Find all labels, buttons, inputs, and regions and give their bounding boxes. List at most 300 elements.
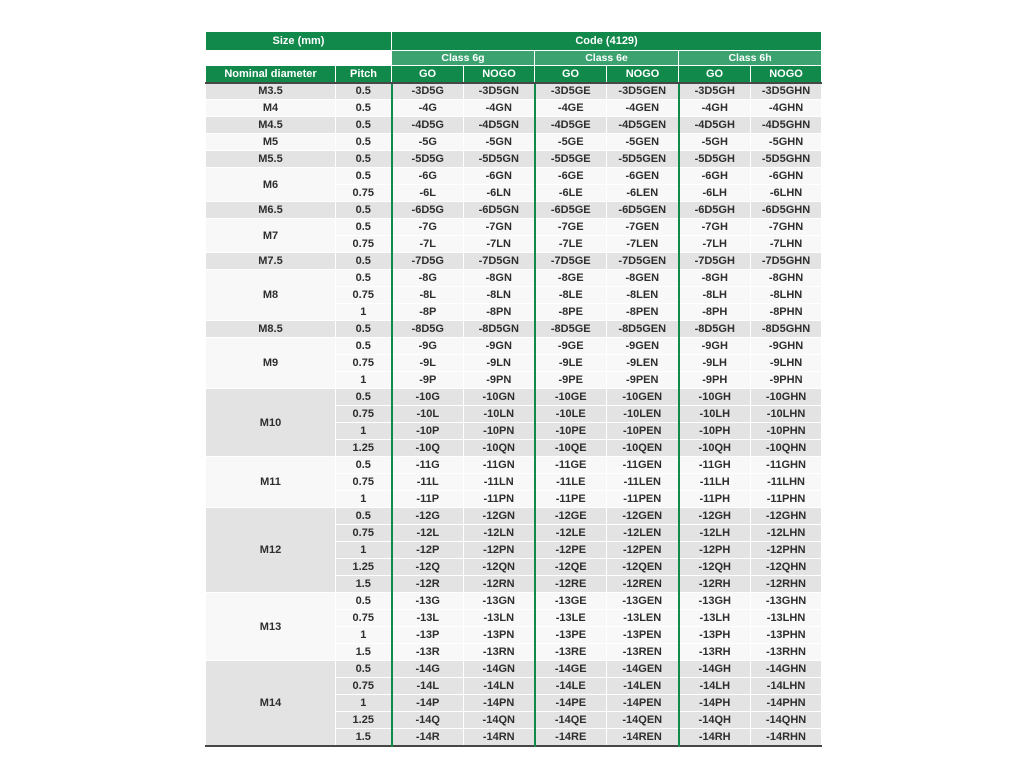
- table-header: [206, 32, 822, 83]
- pitch-cell: 0.75: [336, 406, 392, 423]
- code-cell: -13REN: [607, 644, 679, 661]
- class-header-row: [206, 51, 822, 66]
- code-cell: -10GE: [535, 389, 607, 406]
- code-cell: -10QE: [535, 440, 607, 457]
- code-cell: -13PEN: [607, 627, 679, 644]
- pitch-cell: 1: [336, 695, 392, 712]
- code-cell: -10PEN: [607, 423, 679, 440]
- code-cell: -12QHN: [751, 559, 822, 576]
- code-cell: -5GHN: [751, 134, 822, 151]
- code-cell: -7D5G: [392, 253, 464, 270]
- code-cell: -8D5GE: [535, 321, 607, 338]
- pitch-cell: 0.5: [336, 83, 392, 100]
- code-cell: -14GHN: [751, 661, 822, 678]
- table-row: [206, 593, 822, 610]
- code-cell: -14Q: [392, 712, 464, 729]
- code-cell: -11PEN: [607, 491, 679, 508]
- code-cell: -5G: [392, 134, 464, 151]
- code-cell: -14L: [392, 678, 464, 695]
- pitch-cell: 0.75: [336, 610, 392, 627]
- code-cell: -12RHN: [751, 576, 822, 593]
- code-cell: -5D5GE: [535, 151, 607, 168]
- size-group-header: Size (mm): [206, 32, 392, 51]
- code-cell: -12GH: [679, 508, 751, 525]
- code-cell: -9PN: [464, 372, 535, 389]
- column-header-row: [206, 66, 822, 83]
- pitch-cell: 1: [336, 423, 392, 440]
- code-cell: -13GHN: [751, 593, 822, 610]
- code-cell: -8LH: [679, 287, 751, 304]
- code-cell: -14LE: [535, 678, 607, 695]
- code-cell: -7GH: [679, 219, 751, 236]
- code-cell: -4D5GH: [679, 117, 751, 134]
- code-cell: -7D5GEN: [607, 253, 679, 270]
- code-cell: -14LN: [464, 678, 535, 695]
- code-cell: -8GH: [679, 270, 751, 287]
- diameter-cell: M8.5: [206, 321, 336, 338]
- code-cell: -6D5GEN: [607, 202, 679, 219]
- pitch-cell: 0.5: [336, 270, 392, 287]
- code-cell: -11PN: [464, 491, 535, 508]
- code-cell: -10QHN: [751, 440, 822, 457]
- class-6e-header: Class 6e: [535, 51, 679, 66]
- code-cell: -6LN: [464, 185, 535, 202]
- code-cell: -14GH: [679, 661, 751, 678]
- code-cell: -4D5GEN: [607, 117, 679, 134]
- code-cell: -4GN: [464, 100, 535, 117]
- go-header-6e: GO: [535, 66, 607, 83]
- code-cell: -12GN: [464, 508, 535, 525]
- code-cell: -12RE: [535, 576, 607, 593]
- table-row: [206, 134, 822, 151]
- code-cell: -10GEN: [607, 389, 679, 406]
- code-cell: -8D5GEN: [607, 321, 679, 338]
- code-cell: -14PN: [464, 695, 535, 712]
- code-cell: -8P: [392, 304, 464, 321]
- diameter-cell: M5.5: [206, 151, 336, 168]
- code-cell: -7GE: [535, 219, 607, 236]
- diameter-cell: M12: [206, 508, 336, 593]
- pitch-cell: 0.75: [336, 525, 392, 542]
- code-cell: -9PE: [535, 372, 607, 389]
- code-cell: -14REN: [607, 729, 679, 746]
- nogo-header-6g: NOGO: [464, 66, 535, 83]
- class-6h-header: Class 6h: [679, 51, 822, 66]
- class-6g-header: Class 6g: [392, 51, 535, 66]
- code-cell: -12R: [392, 576, 464, 593]
- code-cell: -4G: [392, 100, 464, 117]
- code-cell: -13PH: [679, 627, 751, 644]
- code-cell: -14RN: [464, 729, 535, 746]
- code-cell: -8L: [392, 287, 464, 304]
- code-cell: -10LEN: [607, 406, 679, 423]
- diameter-cell: M11: [206, 457, 336, 508]
- code-cell: -8PH: [679, 304, 751, 321]
- code-cell: -13PHN: [751, 627, 822, 644]
- code-cell: -10QN: [464, 440, 535, 457]
- code-cell: -9LHN: [751, 355, 822, 372]
- code-cell: -5D5GHN: [751, 151, 822, 168]
- code-cell: -5GE: [535, 134, 607, 151]
- code-cell: -10LE: [535, 406, 607, 423]
- code-cell: -8PN: [464, 304, 535, 321]
- code-cell: -8GHN: [751, 270, 822, 287]
- code-cell: -9P: [392, 372, 464, 389]
- code-cell: -9LE: [535, 355, 607, 372]
- pitch-cell: 1: [336, 304, 392, 321]
- code-cell: -12PN: [464, 542, 535, 559]
- code-cell: -12GHN: [751, 508, 822, 525]
- code-cell: -12LEN: [607, 525, 679, 542]
- table-row: [206, 168, 822, 185]
- pitch-cell: 0.5: [336, 117, 392, 134]
- code-cell: -8LN: [464, 287, 535, 304]
- code-cell: -12P: [392, 542, 464, 559]
- code-cell: -10PN: [464, 423, 535, 440]
- code-cell: -10L: [392, 406, 464, 423]
- code-cell: -7D5GHN: [751, 253, 822, 270]
- code-cell: -7LEN: [607, 236, 679, 253]
- table-row: [206, 661, 822, 678]
- code-cell: -6GEN: [607, 168, 679, 185]
- table-row: [206, 338, 822, 355]
- code-cell: -14QE: [535, 712, 607, 729]
- code-cell: -9GN: [464, 338, 535, 355]
- code-cell: -3D5GEN: [607, 83, 679, 100]
- pitch-cell: 0.5: [336, 389, 392, 406]
- code-cell: -6D5GH: [679, 202, 751, 219]
- code-cell: -9PEN: [607, 372, 679, 389]
- code-cell: -14PEN: [607, 695, 679, 712]
- nogo-header-6e: NOGO: [607, 66, 679, 83]
- nominal-diameter-header: Nominal diameter: [206, 66, 336, 83]
- code-cell: -10LH: [679, 406, 751, 423]
- code-cell: -14LEN: [607, 678, 679, 695]
- code-cell: -4GEN: [607, 100, 679, 117]
- go-header-6h: GO: [679, 66, 751, 83]
- code-cell: -12LHN: [751, 525, 822, 542]
- pitch-cell: 0.5: [336, 134, 392, 151]
- diameter-cell: M7: [206, 219, 336, 253]
- code-cell: -14QEN: [607, 712, 679, 729]
- pitch-cell: 1: [336, 542, 392, 559]
- diameter-cell: M13: [206, 593, 336, 661]
- table-row: [206, 151, 822, 168]
- code-cell: -9L: [392, 355, 464, 372]
- table-row: [206, 457, 822, 474]
- pitch-cell: 0.75: [336, 678, 392, 695]
- code-cell: -6G: [392, 168, 464, 185]
- code-cell: -13GE: [535, 593, 607, 610]
- code-cell: -10PH: [679, 423, 751, 440]
- code-cell: -11LEN: [607, 474, 679, 491]
- table-row: [206, 321, 822, 338]
- code-cell: -8GEN: [607, 270, 679, 287]
- code-cell: -10PHN: [751, 423, 822, 440]
- code-cell: -14RE: [535, 729, 607, 746]
- code-cell: -8PEN: [607, 304, 679, 321]
- code-cell: -7GN: [464, 219, 535, 236]
- code-cell: -8D5GHN: [751, 321, 822, 338]
- code-cell: -5D5GEN: [607, 151, 679, 168]
- code-cell: -12PE: [535, 542, 607, 559]
- code-cell: -10PE: [535, 423, 607, 440]
- pitch-cell: 0.5: [336, 338, 392, 355]
- code-cell: -11GH: [679, 457, 751, 474]
- group-header-row: [206, 32, 822, 51]
- code-cell: -9LN: [464, 355, 535, 372]
- code-cell: -11GHN: [751, 457, 822, 474]
- pitch-cell: 0.5: [336, 457, 392, 474]
- code-cell: -12RN: [464, 576, 535, 593]
- code-cell: -14GE: [535, 661, 607, 678]
- code-cell: -14LHN: [751, 678, 822, 695]
- code-cell: -13RHN: [751, 644, 822, 661]
- code-cell: -9GE: [535, 338, 607, 355]
- code-cell: -14RH: [679, 729, 751, 746]
- code-cell: -3D5GE: [535, 83, 607, 100]
- code-cell: -7GHN: [751, 219, 822, 236]
- code-cell: -4D5GE: [535, 117, 607, 134]
- code-cell: -9G: [392, 338, 464, 355]
- diameter-cell: M8: [206, 270, 336, 321]
- code-cell: -6GH: [679, 168, 751, 185]
- code-cell: -13LEN: [607, 610, 679, 627]
- code-cell: -8LE: [535, 287, 607, 304]
- code-group-header: Code (4129): [392, 32, 822, 51]
- code-cell: -6LHN: [751, 185, 822, 202]
- code-cell: -13RH: [679, 644, 751, 661]
- code-cell: -13L: [392, 610, 464, 627]
- table-row: [206, 508, 822, 525]
- table-row: [206, 117, 822, 134]
- code-cell: -10GHN: [751, 389, 822, 406]
- code-cell: -3D5GN: [464, 83, 535, 100]
- code-cell: -14QHN: [751, 712, 822, 729]
- pitch-cell: 1.5: [336, 644, 392, 661]
- code-cell: -6GN: [464, 168, 535, 185]
- diameter-cell: M4.5: [206, 117, 336, 134]
- code-cell: -7D5GH: [679, 253, 751, 270]
- table-row: [206, 202, 822, 219]
- pitch-cell: 1.25: [336, 712, 392, 729]
- code-cell: -10GN: [464, 389, 535, 406]
- code-cell: -13R: [392, 644, 464, 661]
- code-cell: -14PH: [679, 695, 751, 712]
- code-cell: -6LH: [679, 185, 751, 202]
- pitch-cell: 0.75: [336, 287, 392, 304]
- code-cell: -12QH: [679, 559, 751, 576]
- pitch-header: Pitch: [336, 66, 392, 83]
- code-cell: -10QH: [679, 440, 751, 457]
- code-cell: -7LN: [464, 236, 535, 253]
- code-cell: -14PHN: [751, 695, 822, 712]
- code-cell: -13P: [392, 627, 464, 644]
- code-cell: -11PE: [535, 491, 607, 508]
- code-cell: -12LH: [679, 525, 751, 542]
- code-cell: -13LN: [464, 610, 535, 627]
- code-cell: -12LN: [464, 525, 535, 542]
- pitch-cell: 0.5: [336, 100, 392, 117]
- code-cell: -13LHN: [751, 610, 822, 627]
- code-cell: -6D5G: [392, 202, 464, 219]
- code-cell: -13GH: [679, 593, 751, 610]
- diameter-cell: M3.5: [206, 83, 336, 100]
- pitch-cell: 0.75: [336, 185, 392, 202]
- code-cell: -4GE: [535, 100, 607, 117]
- table-row: [206, 270, 822, 287]
- code-cell: -4GHN: [751, 100, 822, 117]
- code-cell: -8D5G: [392, 321, 464, 338]
- code-cell: -14QN: [464, 712, 535, 729]
- code-cell: -6GE: [535, 168, 607, 185]
- diameter-cell: M6: [206, 168, 336, 202]
- code-cell: -9GH: [679, 338, 751, 355]
- pitch-cell: 0.5: [336, 661, 392, 678]
- code-cell: -10Q: [392, 440, 464, 457]
- code-cell: -14PE: [535, 695, 607, 712]
- pitch-cell: 1: [336, 491, 392, 508]
- code-cell: -11PH: [679, 491, 751, 508]
- diameter-cell: M9: [206, 338, 336, 389]
- code-cell: -14RHN: [751, 729, 822, 746]
- pitch-cell: 0.75: [336, 474, 392, 491]
- code-cell: -11GN: [464, 457, 535, 474]
- code-cell: -7GEN: [607, 219, 679, 236]
- code-cell: -11LE: [535, 474, 607, 491]
- pitch-cell: 0.75: [336, 355, 392, 372]
- diameter-cell: M7.5: [206, 253, 336, 270]
- diameter-cell: M14: [206, 661, 336, 746]
- code-cell: -5GN: [464, 134, 535, 151]
- code-cell: -14GEN: [607, 661, 679, 678]
- pitch-cell: 0.5: [336, 219, 392, 236]
- code-cell: -14R: [392, 729, 464, 746]
- code-cell: -4D5G: [392, 117, 464, 134]
- table-row: [206, 83, 822, 100]
- code-cell: -8GN: [464, 270, 535, 287]
- pitch-cell: 1.5: [336, 729, 392, 746]
- code-cell: -7LE: [535, 236, 607, 253]
- code-cell: -8LHN: [751, 287, 822, 304]
- pitch-cell: 1: [336, 372, 392, 389]
- code-cell: -8LEN: [607, 287, 679, 304]
- pitch-cell: 1.25: [336, 559, 392, 576]
- code-cell: -3D5G: [392, 83, 464, 100]
- table-row: [206, 389, 822, 406]
- code-cell: -12GE: [535, 508, 607, 525]
- code-cell: -4GH: [679, 100, 751, 117]
- code-cell: -12GEN: [607, 508, 679, 525]
- code-cell: -6L: [392, 185, 464, 202]
- code-cell: -7G: [392, 219, 464, 236]
- go-header-6g: GO: [392, 66, 464, 83]
- code-cell: -11PHN: [751, 491, 822, 508]
- code-cell: -13LH: [679, 610, 751, 627]
- code-cell: -5D5GN: [464, 151, 535, 168]
- code-cell: -9LEN: [607, 355, 679, 372]
- code-cell: -12PH: [679, 542, 751, 559]
- code-cell: -11LN: [464, 474, 535, 491]
- pitch-cell: 0.5: [336, 508, 392, 525]
- code-cell: -6D5GE: [535, 202, 607, 219]
- code-cell: -9PHN: [751, 372, 822, 389]
- code-cell: -10GH: [679, 389, 751, 406]
- code-cell: -11GEN: [607, 457, 679, 474]
- code-cell: -10G: [392, 389, 464, 406]
- code-cell: -8D5GH: [679, 321, 751, 338]
- diameter-cell: M10: [206, 389, 336, 457]
- code-cell: -14P: [392, 695, 464, 712]
- code-cell: -10P: [392, 423, 464, 440]
- code-cell: -4D5GN: [464, 117, 535, 134]
- code-cell: -6D5GHN: [751, 202, 822, 219]
- code-cell: -11LH: [679, 474, 751, 491]
- thread-gauge-code-table: [205, 31, 822, 747]
- pitch-cell: 1.5: [336, 576, 392, 593]
- code-cell: -7D5GN: [464, 253, 535, 270]
- code-cell: -6LE: [535, 185, 607, 202]
- code-cell: -11LHN: [751, 474, 822, 491]
- table-row: [206, 219, 822, 236]
- code-cell: -12QE: [535, 559, 607, 576]
- nogo-header-6h: NOGO: [751, 66, 822, 83]
- code-cell: -14GN: [464, 661, 535, 678]
- code-cell: -5GH: [679, 134, 751, 151]
- code-cell: -3D5GH: [679, 83, 751, 100]
- code-cell: -14QH: [679, 712, 751, 729]
- code-cell: -13GEN: [607, 593, 679, 610]
- gauge-table-body: [206, 83, 822, 746]
- diameter-cell: M5: [206, 134, 336, 151]
- code-cell: -13LE: [535, 610, 607, 627]
- code-cell: -3D5GHN: [751, 83, 822, 100]
- code-cell: -6LEN: [607, 185, 679, 202]
- table-row: [206, 253, 822, 270]
- pitch-cell: 0.5: [336, 321, 392, 338]
- code-cell: -14G: [392, 661, 464, 678]
- code-cell: -13GN: [464, 593, 535, 610]
- code-cell: -9PH: [679, 372, 751, 389]
- code-cell: -12QN: [464, 559, 535, 576]
- pitch-cell: 0.5: [336, 168, 392, 185]
- code-cell: -12PEN: [607, 542, 679, 559]
- code-cell: -8GE: [535, 270, 607, 287]
- code-cell: -13PE: [535, 627, 607, 644]
- code-cell: -12RH: [679, 576, 751, 593]
- code-cell: -7L: [392, 236, 464, 253]
- code-cell: -8PE: [535, 304, 607, 321]
- pitch-cell: 0.5: [336, 253, 392, 270]
- code-cell: -12L: [392, 525, 464, 542]
- code-cell: -12Q: [392, 559, 464, 576]
- table-row: [206, 100, 822, 117]
- diameter-cell: M6.5: [206, 202, 336, 219]
- code-cell: -9GEN: [607, 338, 679, 355]
- code-cell: -9GHN: [751, 338, 822, 355]
- code-cell: -12REN: [607, 576, 679, 593]
- code-cell: -8G: [392, 270, 464, 287]
- code-cell: -10QEN: [607, 440, 679, 457]
- code-cell: -4D5GHN: [751, 117, 822, 134]
- code-cell: -7LH: [679, 236, 751, 253]
- code-cell: -13RN: [464, 644, 535, 661]
- code-cell: -10LN: [464, 406, 535, 423]
- code-cell: -11P: [392, 491, 464, 508]
- code-cell: -5D5G: [392, 151, 464, 168]
- code-cell: -7D5GE: [535, 253, 607, 270]
- code-cell: -11GE: [535, 457, 607, 474]
